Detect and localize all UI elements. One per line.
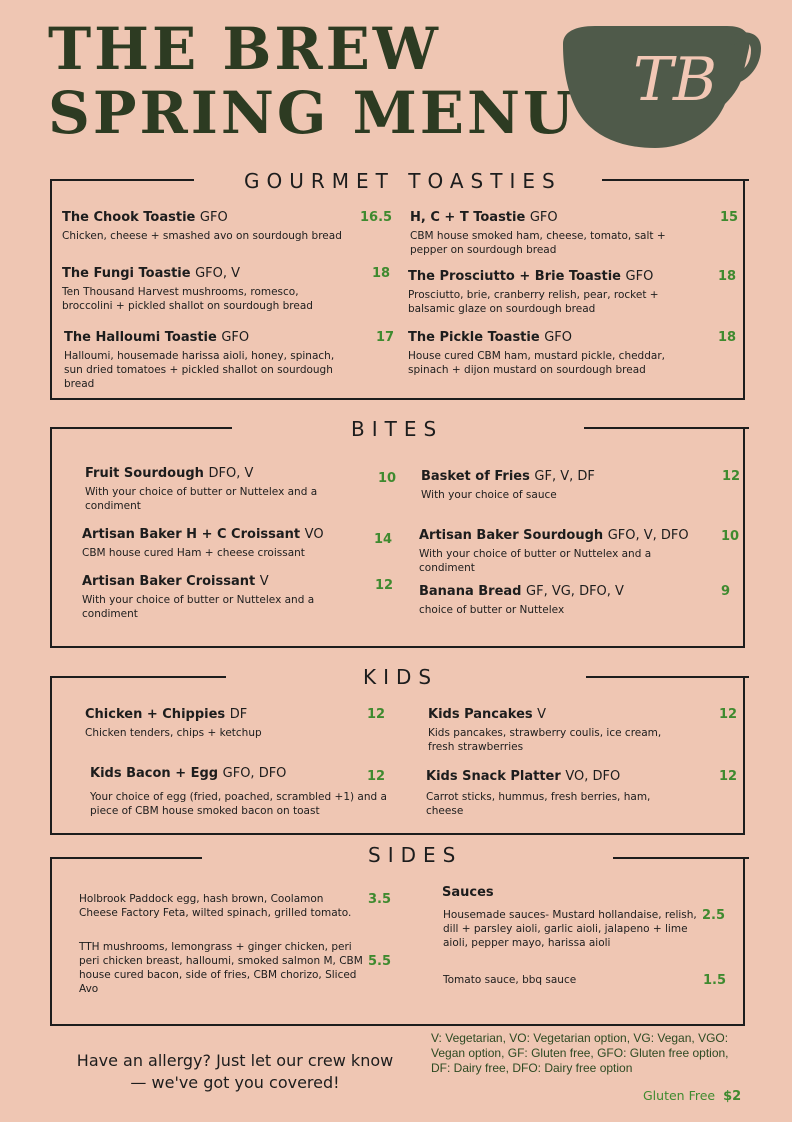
menu-item: Artisan Baker Croissant V With your choice of butter or Nuttelex and a condiment: [82, 574, 315, 620]
menu-item: Banana Bread GF, VG, DFO, V choice of butter or Nuttelex: [419, 584, 624, 616]
gluten-free-label: Gluten Free: [643, 1088, 716, 1103]
menu-item: Artisan Baker Sourdough GFO, V, DFO With your choice of butter or Nuttelex and a condiment: [419, 528, 689, 574]
item-price: 5.5: [368, 954, 392, 969]
item-price: 3.5: [368, 892, 392, 907]
gluten-free-surcharge: [643, 1088, 741, 1104]
allergy-note: Have an allergy? Just let our crew know — we've got you covered!: [76, 1051, 394, 1092]
menu-item: Kids Snack Platter VO, DFO Carrot sticks, hummus, fresh berries, ham, cheese: [426, 769, 651, 817]
item-price: 12: [722, 469, 741, 484]
section-title-sides: SIDES: [368, 843, 463, 867]
sauces-heading: Sauces: [442, 885, 494, 900]
item-price: 12: [719, 707, 738, 722]
side-item: Housemade sauces- Mustard hollandaise, relish, dill + parsley aioli, garlic aioli, jalapeno + lime aioli, pepper mayo, harissa aioli: [443, 909, 697, 949]
side-item: TTH mushrooms, lemongrass + ginger chicken, peri peri chicken breast, halloumi, smoked salmon M, CBM house cured bacon, side of fries, CBM chorizo, Sliced Avo: [79, 941, 363, 995]
cup-logo-icon: [555, 22, 765, 152]
item-price: 17: [376, 330, 395, 345]
menu-item: The Halloumi Toastie GFO Halloumi, housemade harissa aioli, honey, spinach, sun dried tomatoes + pickled shallot on sourdough bread: [64, 330, 335, 390]
item-price: 18: [372, 266, 391, 281]
menu-item: H, C + T Toastie GFO CBM house smoked ham, cheese, tomato, salt + pepper on sourdough bread: [410, 210, 666, 256]
gluten-free-price: $2: [723, 1089, 742, 1104]
menu-item: Kids Pancakes V Kids pancakes, strawberry coulis, ice cream, fresh strawberries: [428, 707, 662, 753]
menu-item: The Prosciutto + Brie Toastie GFO Prosciutto, brie, cranberry relish, pear, rocket + balsamic glaze on sourdough bread: [408, 269, 659, 315]
item-price: 14: [374, 532, 393, 547]
side-item: Tomato sauce, bbq sauce: [443, 974, 577, 986]
dietary-legend: V: Vegetarian, VO: Vegetarian option, VG: Vegan, VGO: Vegan option, GF: Gluten free, GFO: Gluten free option, DF: Dairy free, DFO: Dairy free option: [431, 1031, 729, 1075]
item-price: 1.5: [703, 973, 727, 988]
logo-monogram: TB: [633, 45, 718, 115]
item-price: 18: [718, 330, 737, 345]
item-price: 12: [367, 769, 386, 784]
item-price: 2.5: [702, 908, 726, 923]
section-title-bites: BITES: [351, 417, 444, 441]
item-price: 10: [378, 471, 397, 486]
menu-item: Artisan Baker H + C Croissant VO CBM house cured Ham + cheese croissant: [82, 527, 324, 559]
menu-title-line-1: THE BREW: [48, 15, 441, 83]
item-price: 12: [375, 578, 394, 593]
item-price: 12: [367, 707, 386, 722]
menu-item: The Pickle Toastie GFO House cured CBM ham, mustard pickle, cheddar, spinach + dijon mustard on sourdough bread: [408, 330, 665, 376]
menu-item: The Fungi Toastie GFO, V Ten Thousand Harvest mushrooms, romesco, broccolini + pickled shallot on sourdough bread: [62, 266, 313, 312]
section-title-kids: KIDS: [363, 665, 439, 689]
menu-item: Fruit Sourdough DFO, V With your choice of butter or Nuttelex and a condiment: [85, 466, 318, 512]
item-price: 12: [719, 769, 738, 784]
menu-item: Kids Bacon + Egg GFO, DFO Your choice of egg (fried, poached, scrambled +1) and a piece of CBM house smoked bacon on toast: [90, 766, 387, 817]
item-price: 16.5: [360, 210, 393, 225]
item-price: 18: [718, 269, 737, 284]
section-title-toasties: GOURMET TOASTIES: [244, 169, 562, 193]
menu-item: Basket of Fries GF, V, DF With your choice of sauce: [421, 469, 595, 501]
item-price: 15: [720, 210, 739, 225]
side-item: Holbrook Paddock egg, hash brown, Coolamon Cheese Factory Feta, wilted spinach, grilled tomato.: [79, 893, 352, 919]
menu-title-line-2: SPRING MENU: [48, 79, 577, 147]
item-price: 10: [721, 529, 740, 544]
menu-item: Chicken + Chippies DF Chicken tenders, chips + ketchup: [85, 707, 262, 739]
item-price: 9: [721, 584, 731, 599]
menu-item: The Chook Toastie GFO Chicken, cheese + smashed avo on sourdough bread: [62, 210, 342, 242]
